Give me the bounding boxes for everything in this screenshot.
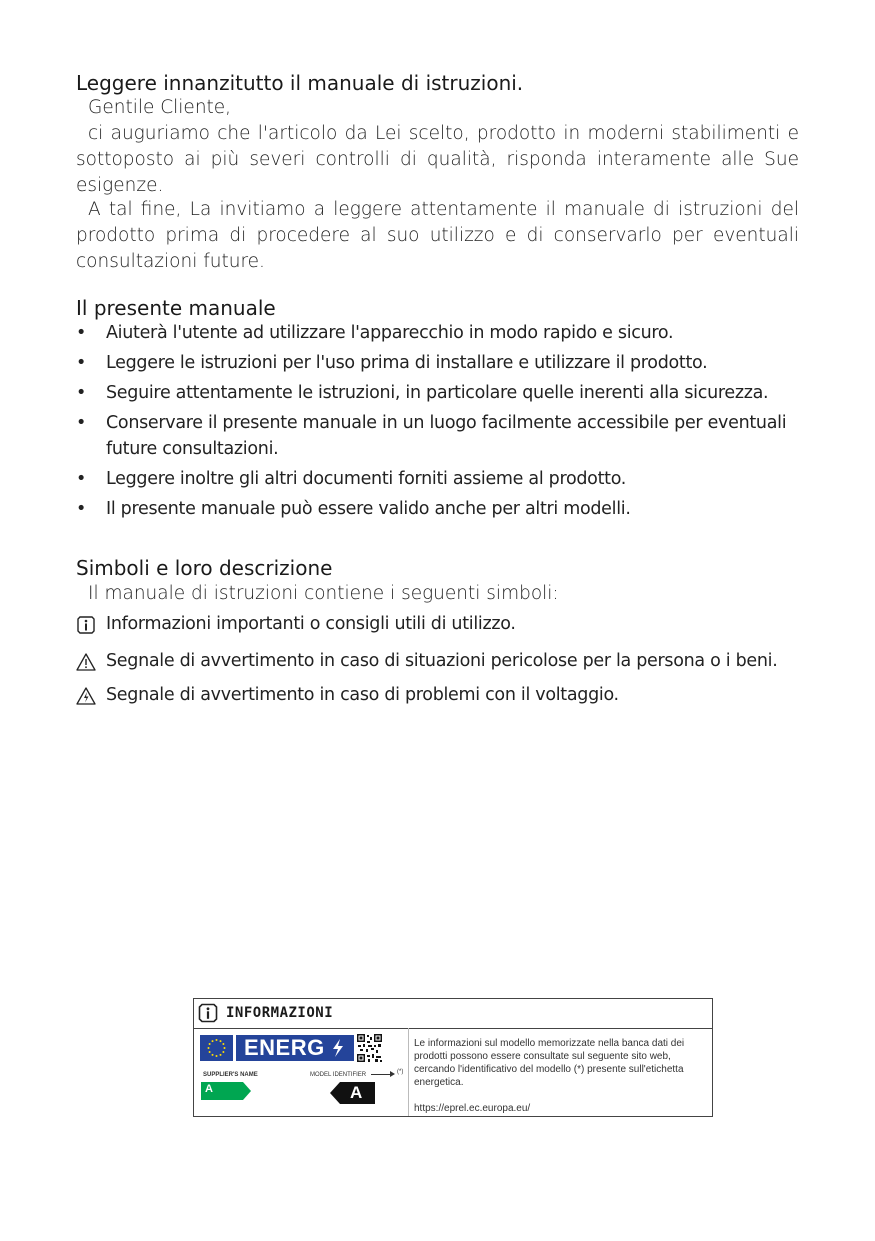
info-box	[193, 998, 713, 1117]
model-identifier: MODEL IDENTIFIER	[310, 1072, 367, 1078]
bullet-dot: •	[76, 499, 87, 519]
symbols-intro: Il manuale di istruzioni contiene i seguenti simboli:	[88, 583, 559, 604]
intro-paragraph-2: A tal fine, La invitiamo a leggere attentamente il manuale di istruzioni del prodotto prima di procedere al suo utilizzo e di conservarlo per eventuali consultazioni future.	[76, 199, 799, 272]
energy-word: ENERG	[244, 1035, 325, 1060]
class-arrow-small	[201, 1082, 251, 1100]
info-box-text: Le informazioni sul modello memorizzate nella banca dati dei prodotti possono essere consultate sul seguente sito web, cercando l'identificativo del modello (*) presente sull'etichetta energetica.	[414, 1038, 685, 1088]
info-box-header	[194, 999, 712, 1029]
list-item: • Seguire attentamente le istruzioni, in particolare quelle inerenti alla sicurezza.	[76, 380, 806, 406]
manual-list	[76, 320, 806, 526]
bullet-dot: •	[76, 469, 87, 489]
info-icon	[76, 615, 96, 635]
list-item: • Aiuterà l'utente ad utilizzare l'apparecchio in modo rapido e sicuro.	[76, 320, 806, 346]
manual-heading: Il presente manuale	[76, 296, 276, 320]
list-item: • Leggere le istruzioni per l'uso prima di installare e utilizzare il prodotto.	[76, 350, 806, 376]
symbol-warning-text: Segnale di avvertimento in caso di situazioni pericolose per la persona o i beni.	[106, 651, 778, 671]
eu-flag-icon	[200, 1035, 233, 1061]
bullet-dot: •	[76, 383, 87, 403]
energy-label	[194, 1028, 409, 1116]
bullet-dot: •	[76, 353, 87, 373]
energy-logo	[236, 1035, 354, 1061]
class-letter-small: A	[205, 1083, 213, 1095]
model-marker: (*)	[397, 1069, 404, 1075]
warning-icon	[76, 652, 96, 672]
symbol-voltage-text: Segnale di avvertimento in caso di problemi con il voltaggio.	[106, 685, 619, 705]
voltage-warning-icon	[76, 686, 96, 706]
list-item: • Il presente manuale può essere valido anche per altri modelli.	[76, 496, 806, 522]
list-item: • Conservare il presente manuale in un luogo facilmente accessibile per eventuali future consultazioni.	[76, 410, 806, 462]
symbols-heading: Simboli e loro descrizione	[76, 556, 333, 580]
lightning-icon	[331, 1039, 345, 1057]
intro-paragraph-1: ci auguriamo che l'articolo da Lei scelto, prodotto in moderni stabilimenti e sottoposto ai più severi controlli di qualità, risponda interamente alle Sue esigenze.	[76, 123, 799, 196]
info-box-title: INFORMAZIONI	[226, 1005, 334, 1021]
bullet-dot: •	[76, 413, 87, 433]
greeting: Gentile Cliente,	[88, 97, 232, 118]
pointer-arrowhead	[390, 1071, 395, 1077]
qr-code-icon	[356, 1033, 383, 1063]
eprel-link[interactable]: https://eprel.ec.europa.eu/	[414, 1103, 531, 1114]
bullet-dot: •	[76, 323, 87, 343]
class-letter-large: A	[350, 1083, 363, 1102]
supplier-name: SUPPLIER'S NAME	[203, 1072, 258, 1078]
class-arrow-large	[330, 1082, 375, 1104]
list-item: • Leggere inoltre gli altri documenti forniti assieme al prodotto.	[76, 466, 806, 492]
info-icon	[198, 1003, 218, 1023]
intro-heading: Leggere innanzitutto il manuale di istruzioni.	[76, 71, 524, 95]
symbol-info-text: Informazioni importanti o consigli utili di utilizzo.	[106, 614, 516, 634]
